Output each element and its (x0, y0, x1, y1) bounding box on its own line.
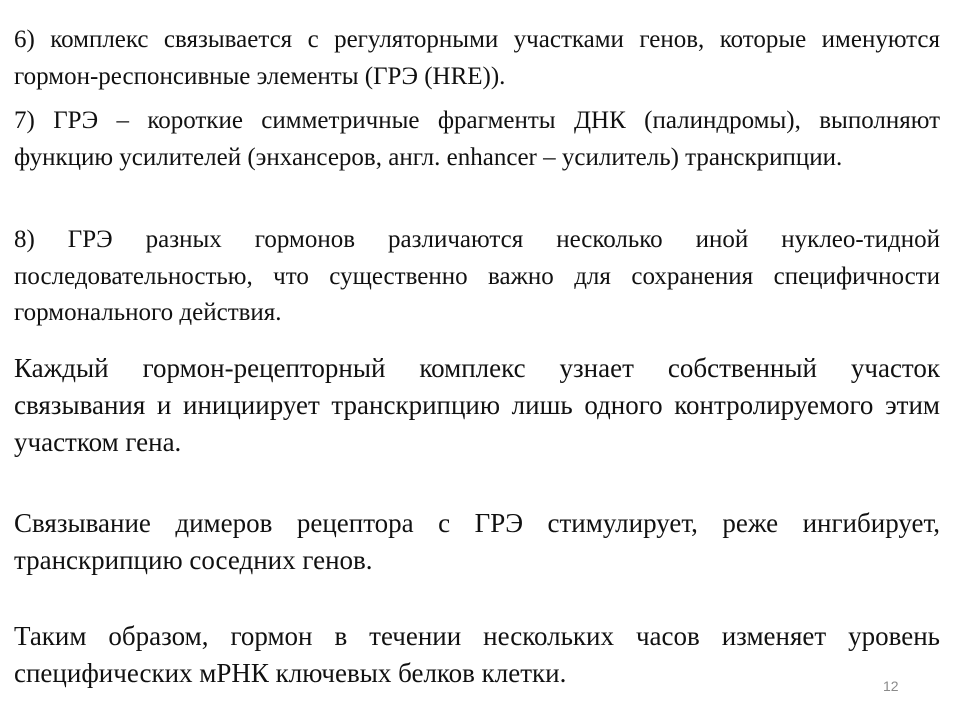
paragraph-7-hre-enhancers: 7) ГРЭ – короткие симметричные фрагменты ДНК (палиндромы), выполняют функцию усилителей (энхансеров, англ. enhancer – усилитель) транскрипции. (14, 107, 940, 171)
paragraph-receptor-complex: Каждый гормон-рецепторный комплекс узнает собственный участок связывания и инициирует транскрипцию лишь одного контролируемого этим участком гена. (14, 353, 940, 457)
paragraph-conclusion: Таким образом, гормон в течении нескольких часов изменяет уровень специфических мРНК ключевых белков клетки. (14, 621, 940, 688)
page-number: 12 (883, 678, 899, 694)
paragraph-8-hre-specificity: 8) ГРЭ разных гормонов различаются несколько иной нуклео-тидной последовательностью, что существенно важно для сохранения специфичности гормонального действия. (14, 226, 940, 326)
paragraph-6-hre-binding: 6) комплекс связывается с регуляторными участками генов, которые именуются гормон-респонсивные элементы (ГРЭ (HRE)). (14, 26, 940, 90)
paragraph-dimer-binding: Связывание димеров рецептора с ГРЭ стимулирует, реже ингибирует, транскрипцию соседних генов. (14, 508, 940, 575)
